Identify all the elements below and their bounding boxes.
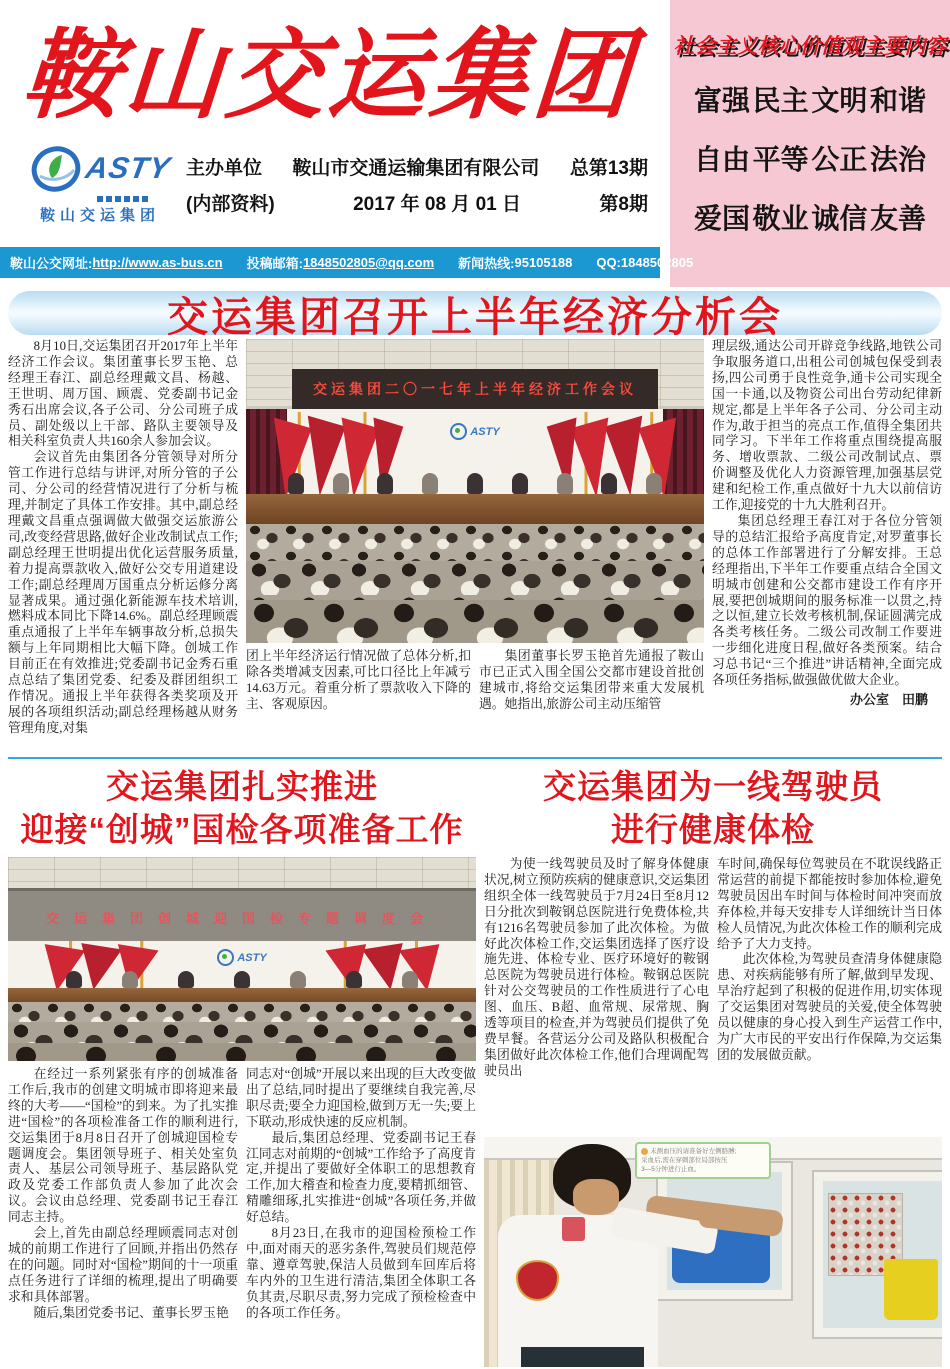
wall-logo-text: ASTY xyxy=(470,425,500,438)
audience xyxy=(8,1002,476,1022)
article-paragraph: 在经过一系列紧张有序的创城准备工作后,我市的创建文明城市即将迎来最终的大考——“国检”的到来。为了扎实推进“国检”的各项检准备工作的顺利进行,交运集团于8月8日召开了创城迎国检专题调度会。集团领导班子、相关处室负责人、基层公司领导班子、基层路队党政及党委工作部负责人参加了此次会议。会议由总经理、党委副书记王春江同志主持。 xyxy=(8,1067,238,1225)
person xyxy=(601,473,617,494)
contact-info-bar xyxy=(0,247,694,278)
logo-caption: 鞍山交运集团 xyxy=(39,207,160,225)
head-table-leaders xyxy=(45,971,438,987)
value-word: 富强 xyxy=(694,85,751,116)
organizer-name: 鞍山市交通运输集团有限公司 xyxy=(292,158,540,180)
value-word: 文明 xyxy=(811,85,868,116)
article1-below-photo xyxy=(246,649,704,713)
article3-headline-line2: 进行健康体检 xyxy=(611,811,815,848)
article1-column4 xyxy=(712,339,942,751)
issue-total: 总第13期 xyxy=(569,158,648,180)
person xyxy=(646,473,662,494)
article-paragraph: 为使一线驾驶员及时了解身体健康状况,树立预防疾病的健康意识,交运集团组织全体一线驾驶员于7月24日至8月12日分批次到鞍钢总医院进行免费体检,共有1216名驾驶员参加了此次体检。为做好此次体检工作,交运集团选择了医疗设施先进、体检专业、医疗环境好的鞍钢总医院为驾驶员进行体检。鞍钢总医院针对公交驾驶员的工作性质进行了心电图、血压、B超、血常规、尿常规、胸透等项目的检查,并为驾驶员们提供了免费早餐。各营运分公司及路队积极配合集团做好此次体检工作,他们合理调配驾驶员出 xyxy=(484,857,709,1078)
person xyxy=(290,971,306,987)
wall-logo xyxy=(443,418,507,445)
article1-column3 xyxy=(479,649,704,713)
article3-headline-line1: 交运集团为一线驾驶员 xyxy=(543,768,883,805)
article1-column2 xyxy=(246,649,471,713)
issue-number: 第8期 xyxy=(599,194,648,216)
audience xyxy=(246,600,704,643)
website-label: 鞍山公交网址: xyxy=(10,256,93,271)
article2-column1 xyxy=(8,1067,238,1367)
article1-center xyxy=(246,339,704,751)
article3-column1 xyxy=(484,857,709,1133)
driver-face xyxy=(573,1179,619,1214)
article1-byline: 办公室 田鹏 xyxy=(849,691,928,707)
person xyxy=(333,473,349,494)
email-address: 1848502805@qq.com xyxy=(302,255,435,270)
person xyxy=(66,971,82,987)
article-paragraph: 会议首先由集团各分管领导对所分管工作进行总结与讲评,对所分管的子公司、分公司的经营情况进行了分析与梳理,并制定了具体工作安排。其中,副总经理戴文昌重点强调做大做强交运旅游公司,改变经营思路,做好企业改制试点工作;副总经理王世明提出优化运营服务质量,着力提高票款收入,做好公交专用道建设工作;副总经理周万国重点分析运修分离显著成果。通过强化新能源车技术培训,燃料成本同比下降14.6%。副总经理顾震重点通报了上半年车辆事故分析,总损失额与上年同期相比大幅下降。创城工作目前正在有效推进;党委副书记金秀石重点总结了集团党委、纪委及群团组织工作情况。通报上半年获得各类奖项及开展的各项组织活动;副总经理杨越从财务管理角度,对集 xyxy=(8,450,238,735)
hotline-label: 新闻热线: xyxy=(458,256,515,271)
wall-logo xyxy=(205,947,280,969)
article1 xyxy=(8,339,942,751)
article1-column1 xyxy=(8,339,238,751)
driver xyxy=(484,1137,942,1367)
newspaper-title: 鞍山交运集团 xyxy=(18,18,639,133)
masthead-row2 xyxy=(0,144,657,225)
person xyxy=(122,971,138,987)
audience xyxy=(246,561,704,601)
person xyxy=(512,473,528,494)
masthead-left xyxy=(0,0,657,225)
sign-line: 未测血压的请准备好左侧胳膊; xyxy=(650,1147,737,1155)
health-check-photo xyxy=(484,1137,942,1367)
publication-date: 2017 年 08 月 01 日 xyxy=(353,194,521,216)
audience xyxy=(246,524,704,560)
article-paragraph: 理层级,通达公司开辟竞争线路,地铁公司争取服务道口,出租公司创城包保受到表扬,四公司勇于良性竞争,通卡公司实现全国一卡通,以及物资公司出台劳动纪律新规定,都是上半年各子公司、分公司主动作为,敢于担当的亮点工作,值得全集团共同学习。下半年工作将重点围绕提高服务、增收票款、二级公司改制试点、票价调整及优化人力资源管理,加强基层党建和纪检工作,重点做好十九大以前信访工作,迎接党的十九大胜利召开。 xyxy=(712,339,942,513)
publication-info-row1 xyxy=(186,153,648,180)
shirt-collar xyxy=(562,1217,585,1241)
person xyxy=(402,971,418,987)
person xyxy=(467,473,483,494)
wall-logo-emblem-icon xyxy=(450,423,467,440)
core-values-row xyxy=(670,138,950,178)
core-values-row xyxy=(670,197,950,237)
inspection-meeting-photo xyxy=(8,857,476,1061)
masthead xyxy=(0,0,950,287)
core-values-row xyxy=(670,79,950,119)
value-word: 友善 xyxy=(869,203,926,234)
logo-emblem-icon xyxy=(30,144,82,194)
led-banner-text: 交运集团二〇一七年上半年经济工作会议 xyxy=(313,381,637,398)
person xyxy=(288,473,304,494)
value-word: 法治 xyxy=(869,144,926,175)
hotline-item xyxy=(458,253,572,272)
led-banner xyxy=(8,888,476,944)
value-word: 平等 xyxy=(752,144,809,175)
bottom-section xyxy=(8,765,942,1367)
led-banner-text: 交运集团创城迎国检专题调度会 xyxy=(45,910,438,926)
article-paragraph: 集团董事长罗玉艳首先通报了鞍山市已正式入围全国公交都市建设首批创建城市,将给交运集团带来重大发展机遇。她指出,旅游公司主动压缩管 xyxy=(479,649,704,711)
article2-headline-line1: 交运集团扎实推进 xyxy=(106,768,378,805)
hotline-number: 95105188 xyxy=(514,255,573,270)
sign-line: 采血后,需在穿刺部位局部按压 xyxy=(641,1156,728,1164)
article-paragraph: 随后,集团党委书记、董事长罗玉艳 xyxy=(33,1305,229,1320)
value-word: 爱国 xyxy=(694,203,751,234)
value-word: 民主 xyxy=(752,85,809,116)
article-paragraph: 团上半年经济运行情况做了总体分析,扣除各类增减支因素,可比口径比上年减亏14.63万元。着重分析了票款收入下降的主、客观原因。 xyxy=(246,649,471,711)
article3 xyxy=(484,765,942,1367)
value-word: 敬业 xyxy=(752,203,809,234)
person xyxy=(178,971,194,987)
article-paragraph: 集团总经理王春江对于各位分管领导的总结汇报给予高度肯定,对罗董事长的总体工作部署进行了分解安排。王总经理指出,下半年工作要重点结合全国文明城市创建和公交都市建设工作有序开展,要把创城期间的服务标准一以贯之,持之以恒,建立长效考核机制,保证圆满完成各类考核任务。二级公司改制工作要进一步细化进度日程,做好各类预案。结合习总书记“三个推进”讲话精神,全面完成各项任务指标,做强做优做大企业。 xyxy=(712,513,942,688)
section-divider xyxy=(8,757,942,759)
qq-item xyxy=(596,255,693,270)
audience xyxy=(8,1022,476,1042)
article3-column2 xyxy=(717,857,942,1133)
qq-label: QQ: xyxy=(596,255,621,270)
value-word: 公正 xyxy=(811,144,868,175)
value-word: 诚信 xyxy=(811,203,868,234)
article1-headline: 交运集团召开上半年经济分析会 xyxy=(167,293,783,340)
article-paragraph: 车时间,确保每位驾驶员在不耽误线路正常运营的前提下都能按时参加体检,避免驾驶员因出车时间与体检时间冲突而放弃体检,并每天安排专人详细统计当日体检人员情况,为此次体检工作的顺利完成给予了大力支持。 xyxy=(717,857,942,951)
main-headline-banner xyxy=(8,291,942,340)
driver-pants xyxy=(521,1347,645,1367)
person xyxy=(234,971,250,987)
sign-line: 3—5分钟进行止血。 xyxy=(641,1165,701,1173)
article-paragraph: 8月23日,在我市的迎国检预检工作中,面对雨天的恶劣条件,驾驶员们规范停靠、遵章驾驶,保洁人员做到车回库后将车内外的卫生进行清洁,集团全体职工各负其责,尽职尽责,努力完成了预检检查中的各项工作任务。 xyxy=(246,1226,476,1320)
qq-number: 1848502805 xyxy=(620,255,694,270)
website-url: http://www.as-bus.cn xyxy=(92,255,223,270)
person xyxy=(377,473,393,494)
logo-squares xyxy=(97,196,148,202)
logo-asty-text: ASTY xyxy=(83,152,174,186)
head-table-leaders xyxy=(273,473,676,494)
led-banner xyxy=(292,369,658,409)
article-paragraph: 会上,首先由副总经理顾震同志对创城的前期工作进行了回顾,并指出仍然存在的问题。同时对“国检”期间的十一项重点任务进行了详细的梳理,提出了明确要求和具体部署。 xyxy=(8,1226,238,1304)
logo-top xyxy=(30,144,174,194)
audience xyxy=(8,1043,476,1061)
article-paragraph: 最后,集团总经理、党委副书记王春江同志对前期的“创城”工作给予了高度肯定,并提出了要做好全体职工的思想教育工作,加大稽查和检查力度,要精抓细管、精雕细琢,扎实推进“创城”各项任务,并做好总结。 xyxy=(246,1130,476,1225)
economic-meeting-photo xyxy=(246,339,704,643)
article-paragraph: 8月10日,交运集团召开2017年上半年经济工作会议。集团董事长罗玉艳、总经理王春江、副总经理戴文昌、杨越、王世明、周万国、顾震、党委副书记金秀石出席会议,各子公司、分公司班子成员、副处级以上干部、路队主要领导及相关科室负责人共160余人参加会议。 xyxy=(8,339,238,449)
article2-column2 xyxy=(246,1067,476,1367)
value-word: 自由 xyxy=(694,144,751,175)
person xyxy=(346,971,362,987)
company-logo xyxy=(30,144,174,225)
article3-columns xyxy=(484,857,942,1133)
person xyxy=(422,473,438,494)
wall-logo-text: ASTY xyxy=(237,951,267,964)
publication-info-row2 xyxy=(186,189,648,216)
core-values-title: 社会主义核心价值观主要内容 xyxy=(673,35,947,58)
article2-columns xyxy=(8,1067,476,1367)
article-paragraph: 此次体检,为驾驶员查清身体健康隐患、对疾病能够有所了解,做到早发现、早治疗起到了积极的促进作用,切实体现了交运集团对驾驶员的关爱,使全体驾驶员以健康的身心投入到生产运营工作中,为广大市民的平安出行作保障,为交运集团的发展做贡献。 xyxy=(717,952,942,1062)
wall-logo-emblem-icon xyxy=(217,949,234,966)
head-table xyxy=(246,494,704,524)
article-paragraph: 同志对“创城”开展以来出现的巨大改变做出了总结,同时提出了要继续自我完善,尽职尽责;要全力迎国检,做到万无一失;要上下联动,形成快速的反应机制。 xyxy=(246,1067,476,1129)
value-word: 和谐 xyxy=(869,85,926,116)
internal-material-label: (内部资料) xyxy=(186,194,275,216)
email-item xyxy=(247,253,435,272)
website-item xyxy=(10,253,223,272)
person xyxy=(557,473,573,494)
article2 xyxy=(8,765,476,1367)
organizer-label: 主办单位 xyxy=(186,158,263,180)
publication-info xyxy=(186,153,648,216)
core-values-box xyxy=(670,0,950,287)
email-label: 投稿邮箱: xyxy=(246,256,303,271)
article2-headline-line2: 迎接“创城”国检各项准备工作 xyxy=(20,811,464,848)
